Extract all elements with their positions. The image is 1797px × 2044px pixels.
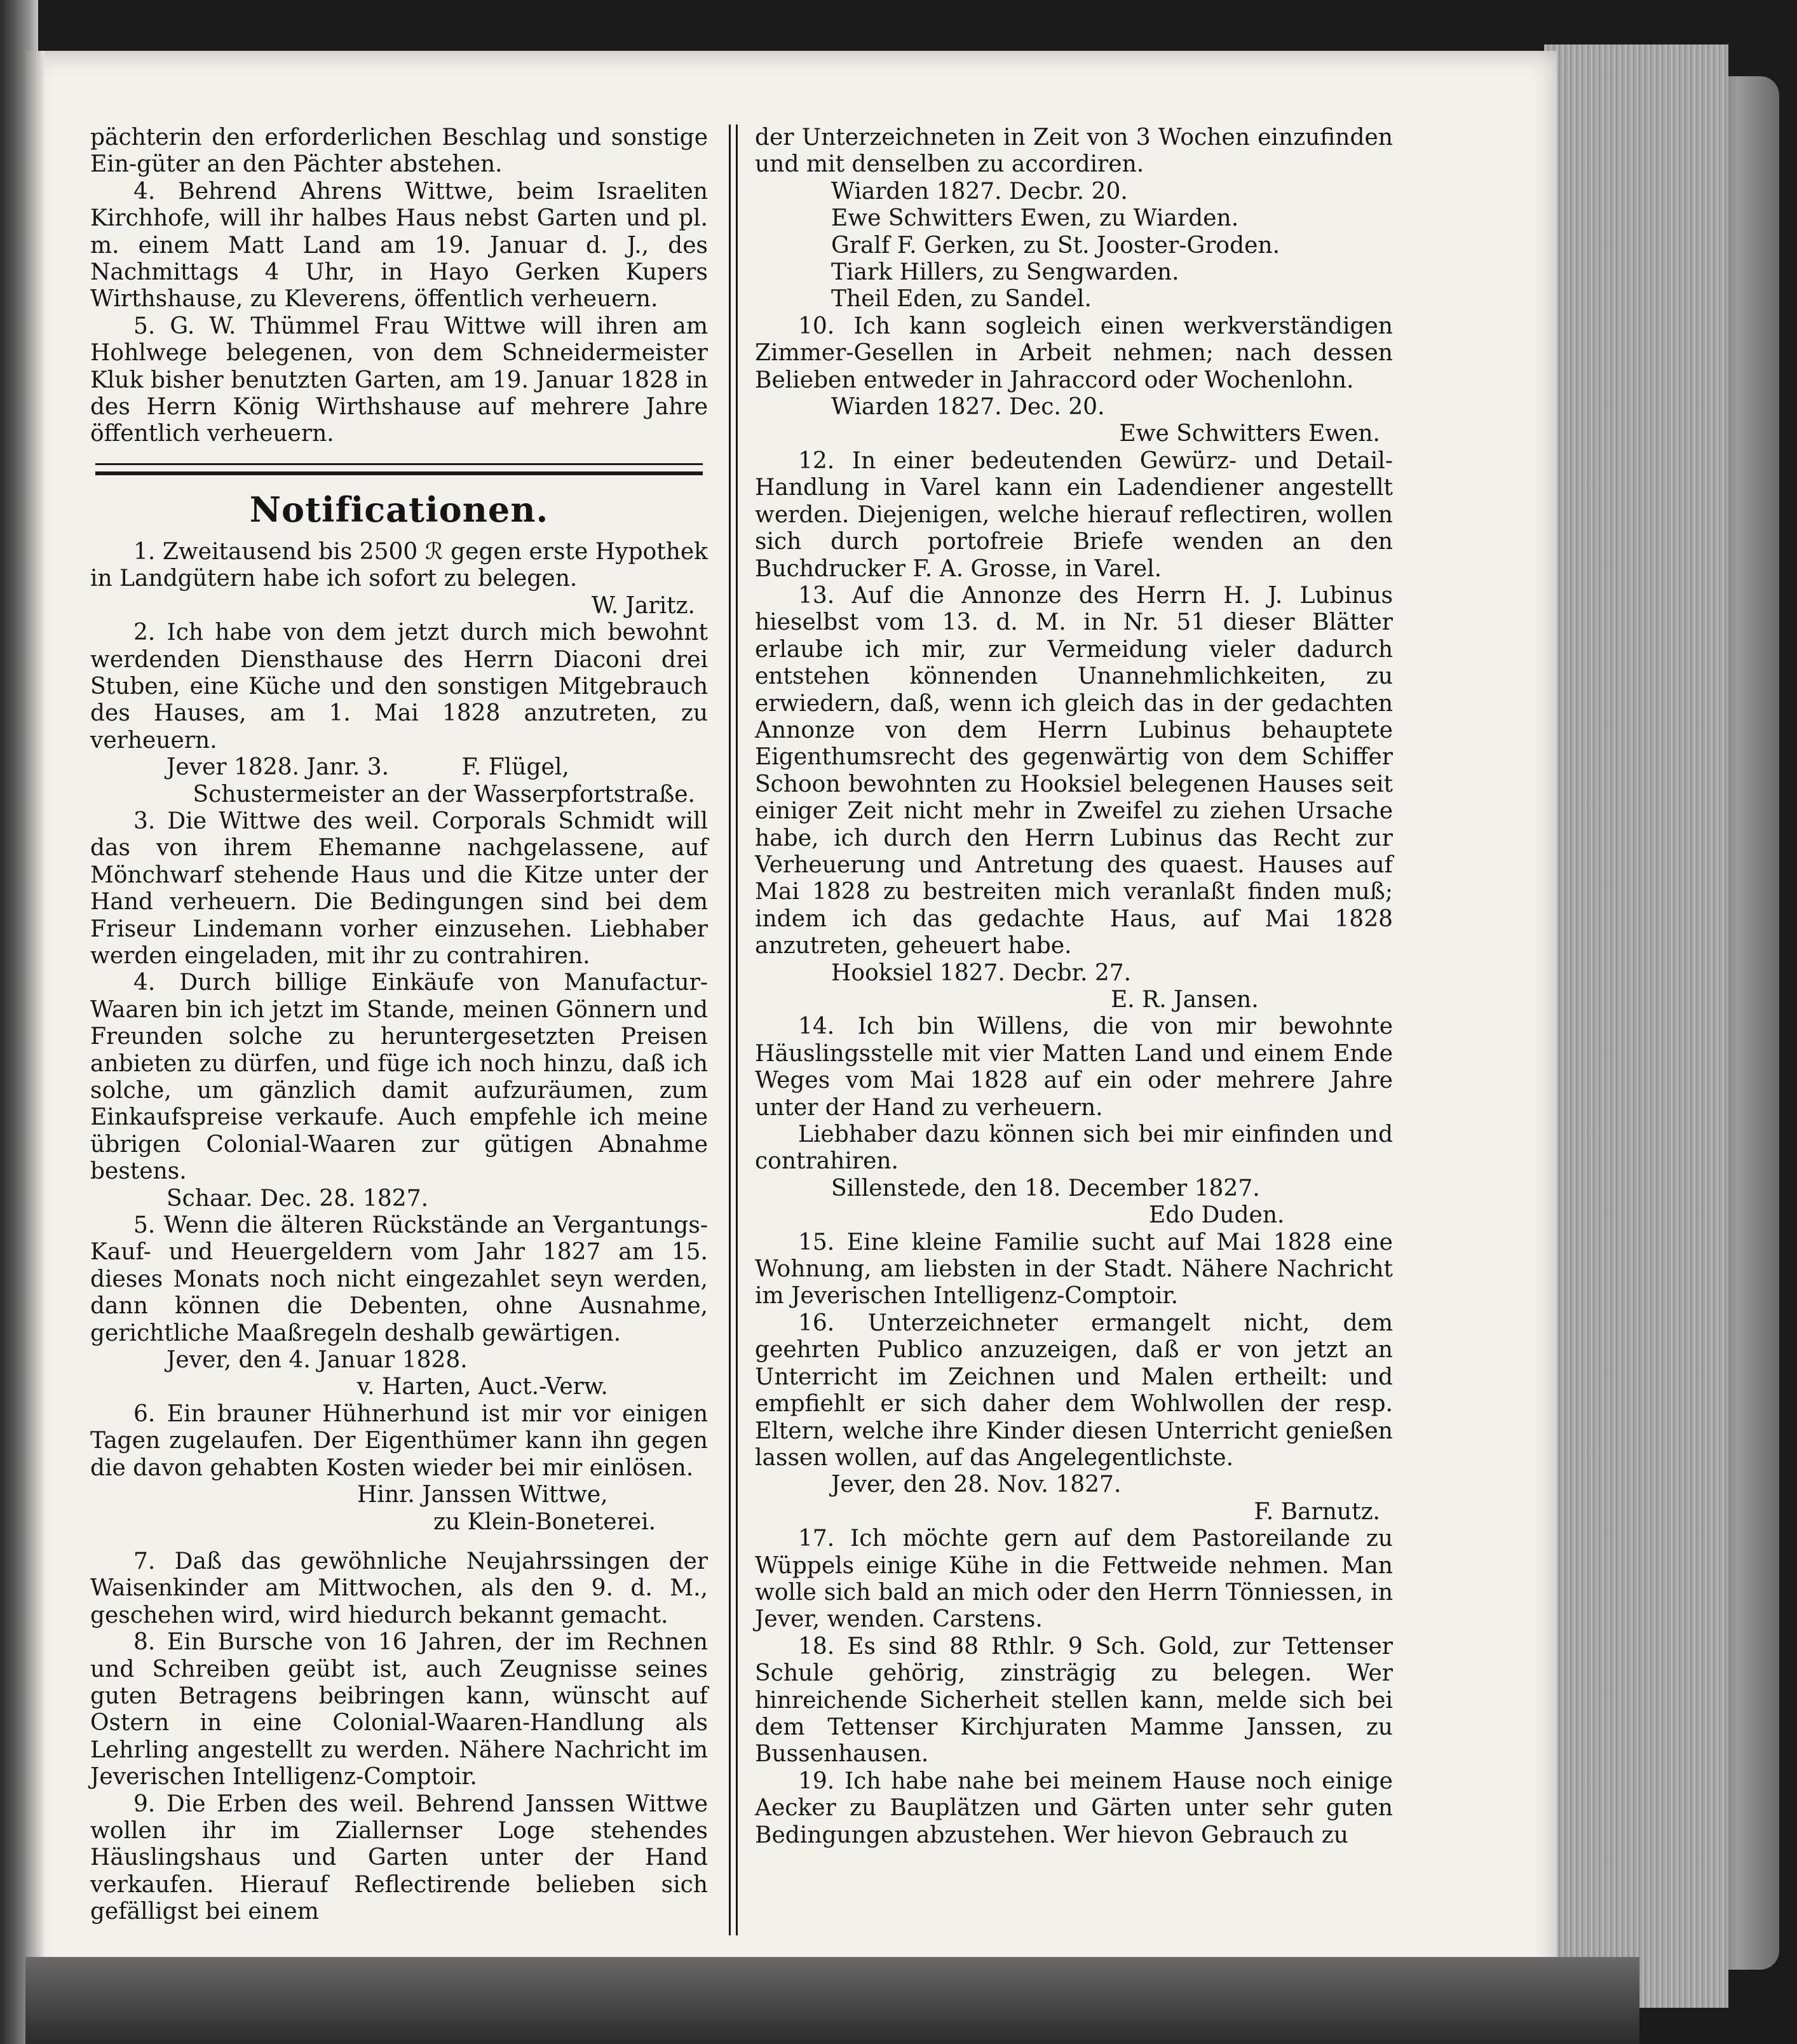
signature: W. Jaritz.: [591, 592, 695, 619]
signature: Gralf F. Gerken, zu St. Jooster-Groden.: [831, 232, 1280, 259]
notice-15: 15. Eine kleine Familie sucht auf Mai 1828 eine Wohnung, am liebsten in der Stadt. Nähere Nachricht im Jeverischen Intelligenz-Comptoir.: [755, 1229, 1393, 1310]
dateline: Jever, den 28. Nov. 1827.: [831, 1472, 1122, 1498]
notice-13: 13. Auf die Annonze des Herrn H. J. Lubinus hieselbst vom 13. d. M. in Nr. 51 dieser Blätter erlaube ich mir, zur Vermeidung vieler dadurch entstehen könnenden Unannehmlichkeiten, zu erwiedern, daß, wenn ich gleich das in der gedachten Annonze von dem Herrn Lubinus behauptete Eigenthumsrecht des gegenwärtig von dem Schiffer Schoon bewohnten zu Hooksiel belegenen Hauses seit einiger Zeit nicht mehr in Zweifel zu ziehen Ursache habe, ich durch den Herrn Lubinus das Recht zur Verheuerung und Antretung des quaest. Hauses auf Mai 1828 zu bestreiten mich veranlaßt finden muß; indem ich das gedachte Haus, auf Mai 1828 anzutreten, geheuert habe.: [755, 582, 1393, 959]
notice-3: 3. Die Wittwe des weil. Corporals Schmidt will das von ihrem Ehemanne nachgelassene, auf Mönchwarf stehende Haus und die Kitze unter der Hand verheuern. Die Bedingungen sind bei dem Friseur Lindemann vorher einzusehen. Liebhaber werden eingeladen, mit ihr zu contrahiren.: [90, 808, 708, 969]
dateline: Wiarden 1827. Decbr. 20.: [831, 178, 1128, 205]
dateline: Schaar. Dec. 28. 1827.: [166, 1185, 429, 1212]
dateline: Jever, den 4. Januar 1828.: [166, 1347, 468, 1374]
paragraph: 5. G. W. Thümmel Frau Wittwe will ihren am Hohlwege belegenen, von dem Schneidermeister Kluk bisher benutzten Garten, am 19. Januar 1828 in des Herrn König Wirthshause auf mehrere Jahre öffentlich verheuern.: [90, 313, 708, 447]
signature: Edo Duden.: [1149, 1202, 1285, 1229]
notice-9: 9. Die Erben des weil. Behrend Janssen Wittwe wollen ihr im Ziallernser Loge stehendes Häuslingshaus und Garten unter der Hand verkaufen. Hierauf Reflectirende belieben sich gefälligst bei einem: [90, 1790, 708, 1925]
spacer: [90, 1536, 708, 1548]
notice-17: 17. Ich möchte gern auf dem Pastoreilande zu Wüppels einige Kühe in die Fettweide nehmen. Man wolle sich bald an mich oder den Herrn Tönniessen, in Jever, wenden. Carstens.: [755, 1526, 1393, 1633]
paragraph: pächterin den erforderlichen Beschlag und sonstige Ein-güter an den Pächter abstehen.: [90, 125, 708, 178]
notice-19: 19. Ich habe nahe bei meinem Hause noch einige Aecker zu Bauplätzen und Gärten unter sehr guten Bedingungen abzustehen. Wer hievon Gebrauch zu: [755, 1768, 1393, 1848]
notice-5: 5. Wenn die älteren Rückstände an Vergantungs-Kauf- und Heuergeldern vom Jahr 1827 am 15. dieses Monats noch nicht eingezahlet seyn werden, dann können die Debenten, ohne Ausnahme, gerichtliche Maaßregeln deshalb gewärtigen.: [90, 1212, 708, 1346]
paragraph: Liebhaber dazu können sich bei mir einfinden und contrahiren.: [755, 1121, 1393, 1175]
right-column: [755, 125, 1393, 1849]
dateline: Hooksiel 1827. Decbr. 27.: [831, 959, 1132, 986]
notice-12: 12. In einer bedeutenden Gewürz- und Detail-Handlung in Varel kann ein Ladendiener angestellt werden. Diejenigen, welche hierauf reflectiren, wollen sich durch portofreie Briefe wenden an den Buchdrucker F. A. Grosse, in Varel.: [755, 447, 1393, 582]
notice-6: 6. Ein brauner Hühnerhund ist mir vor einigen Tagen zugelaufen. Der Eigenthümer kann ihn gegen die davon gehabten Kosten wieder bei mir einlösen.: [90, 1400, 708, 1481]
notice-18: 18. Es sind 88 Rthlr. 9 Sch. Gold, zur Tettenser Schule gehörig, zinsträgig zu belegen. Wer hinreichende Sicherheit stellen kann, melde sich bei dem Tettenser Kirchjuraten Mamme Janssen, zu Bussenhausen.: [755, 1633, 1393, 1768]
signature: F. Barnutz.: [1254, 1498, 1380, 1525]
book-page-edges: [1544, 44, 1728, 2008]
notice-10: 10. Ich kann sogleich einen werkverständigen Zimmer-Gesellen in Arbeit nehmen; nach dessen Belieben entweder in Jahraccord oder Wochenlohn.: [755, 313, 1393, 393]
paragraph: der Unterzeichneten in Zeit von 3 Wochen einzufinden und mit denselben zu accordiren.: [755, 125, 1393, 178]
section-divider: [95, 463, 703, 475]
scan-background-bottom: [25, 1957, 1639, 2044]
signature: v. Harten, Auct.-Verw.: [357, 1374, 608, 1400]
notice-14: 14. Ich bin Willens, die von mir bewohnte Häuslingsstelle mit vier Matten Land und einem Ende Weges vom Mai 1828 auf ein oder mehrere Jahre unter der Hand zu verheuern.: [755, 1013, 1393, 1121]
notice-7: 7. Daß das gewöhnliche Neujahrssingen der Waisenkinder am Mittwochen, als den 9. d. M., geschehen wird, wird hiedurch bekannt gemacht.: [90, 1548, 708, 1628]
notice-4: 4. Durch billige Einkäufe von Manufactur-Waaren bin ich jetzt im Stande, meinen Gönnern und Freunden solche zu heruntergesetzten Preisen anbieten zu dürfen, und füge ich noch hinzu, daß ich solche, um gänzlich damit aufzuräumen, zum Einkaufspreise verkaufe. Auch empfehle ich meine übrigen Colonial-Waaren zur gütigen Abnahme bestens.: [90, 970, 708, 1185]
left-column: [90, 125, 708, 1926]
signature: Ewe Schwitters Ewen, zu Wiarden.: [831, 205, 1239, 232]
signature: Tiark Hillers, zu Sengwarden.: [831, 259, 1179, 286]
dateline: Sillenstede, den 18. December 1827.: [831, 1175, 1260, 1201]
notice-16: 16. Unterzeichneter ermangelt nicht, dem geehrten Publico anzuzeigen, daß er von jetzt an Unterricht im Zeichnen und Malen ertheilt: und empfiehlt er sich daher dem Wohlwollen der resp. Eltern, welche ihre Kinder diesen Unterricht genießen lassen wollen, auf das Angelegentlichste.: [755, 1310, 1393, 1471]
notice-2: 2. Ich habe von dem jetzt durch mich bewohnt werdenden Diensthause des Herrn Diaconi drei Stuben, eine Küche und den sonstigen Mitgebrauch des Hauses, am 1. Mai 1828 anzutreten, zu verheuern.: [90, 619, 708, 754]
signature: Theil Eden, zu Sandel.: [831, 286, 1092, 313]
section-heading: Notificationen.: [249, 489, 549, 530]
signature: Hinr. Janssen Wittwe,: [357, 1482, 608, 1508]
signature: E. R. Jansen.: [1111, 987, 1259, 1013]
signature: zu Klein-Boneterei.: [433, 1508, 656, 1535]
page-gutter: [25, 51, 44, 2001]
paragraph: 4. Behrend Ahrens Wittwe, beim Israeliten Kirchhofe, will ihr halbes Haus nebst Garten und pl. m. einem Matt Land am 19. Januar d. J., des Nachmittags 4 Uhr, in Hayo Gerken Kupers Wirthshause, zu Kleverens, öffentlich verheuern.: [90, 178, 708, 313]
dateline: Wiarden 1827. Dec. 20.: [831, 394, 1105, 421]
notice-8: 8. Ein Bursche von 16 Jahren, der im Rechnen und Schreiben geübt ist, auch Zeugnisse seines guten Betragens beibringen kann, wünscht auf Ostern in eine Colonial-Waaren-Handlung als Lehrling angestellt zu werden. Nähere Nachricht im Jeverischen Intelligenz-Comptoir.: [90, 1629, 708, 1790]
dateline: Jever 1828. Janr. 3. F. Flügel,: [166, 754, 569, 781]
signature: Ewe Schwitters Ewen.: [1119, 421, 1380, 447]
column-rule: [729, 125, 738, 1935]
signature: Schustermeister an der Wasserpfortstraße.: [193, 781, 695, 808]
notice-1: 1. Zweitausend bis 2500 ℛ gegen erste Hypothek in Landgütern habe ich sofort zu belegen.: [90, 538, 708, 592]
